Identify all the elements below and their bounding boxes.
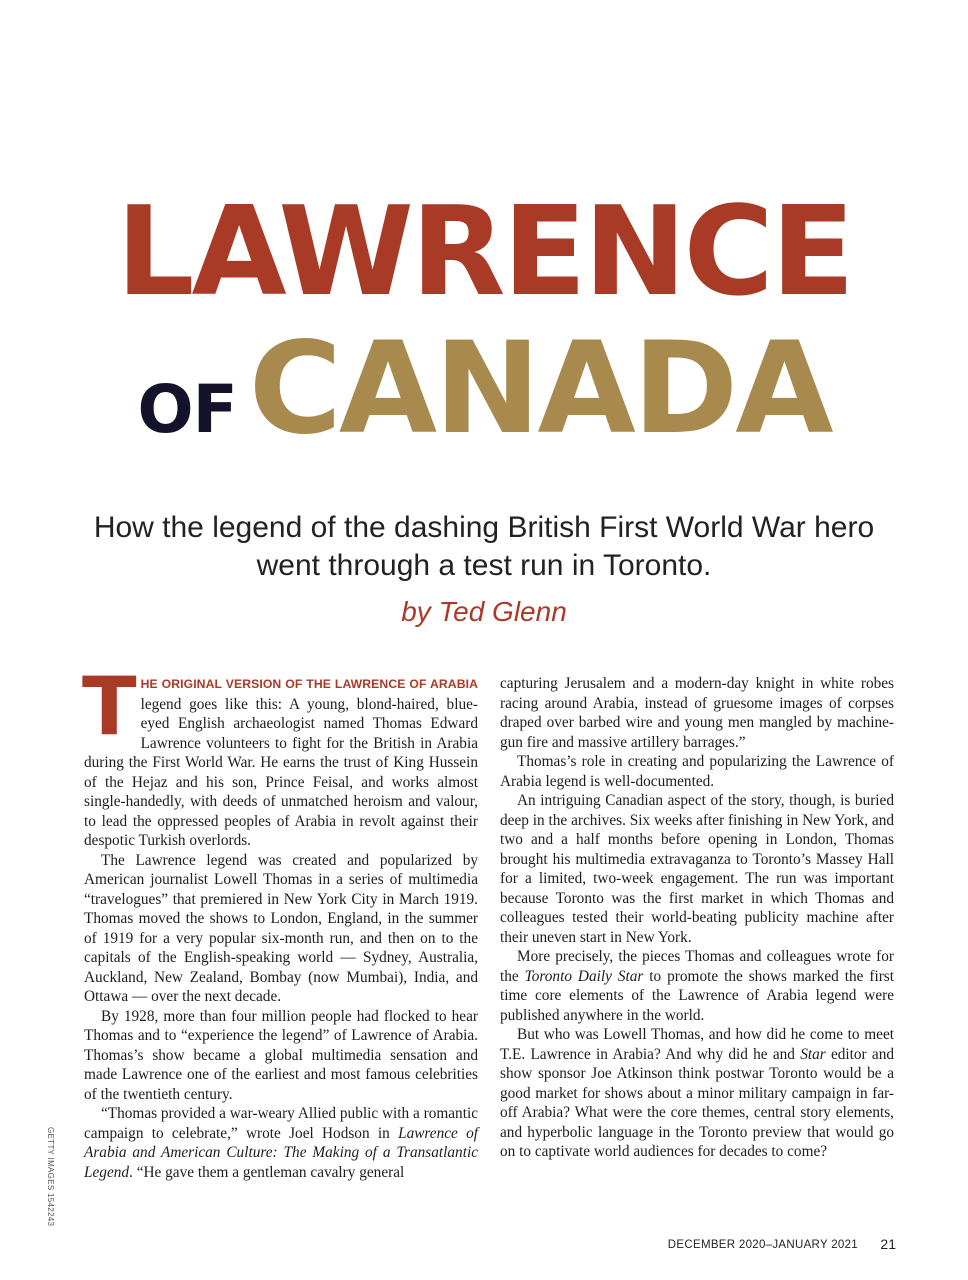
lead-in: HE ORIGINAL VERSION OF THE LAWRENCE OF ARABIA (140, 677, 478, 691)
paragraph: An intriguing Canadian aspect of the story, though, is buried deep in the archives. Six weeks after finishing in New York, and two and a half months before opening in London, Thomas brought his multimedia extravaganza to Toronto’s Massey Hall for a limited, two-week engagement. The run was important because Toronto was the first market in which Thomas and colleagues tested their world-beating publicity machine after their uneven start in New York. (500, 792, 894, 946)
paragraph: capturing Jerusalem and a modern-day knight in white robes racing around Arabia, instead of gruesome images of corpses draped over barbed wire and young men mangled by machine-gun fire and massive artillery barrages.” (500, 675, 894, 751)
paragraph-text: to promote the shows marked the first time core elements of the Lawrence of Arabia legend were published anywhere in the world. (500, 967, 895, 1024)
newspaper-title: Toronto Daily Star (524, 967, 644, 985)
paragraph: Thomas’s role in creating and popularizing the Lawrence of Arabia legend is well-documented. (500, 753, 894, 790)
title-of-canada (0, 314, 968, 497)
book-title: Lawrence of Arabia and American Culture: The Making of a Transatlantic Legend (84, 1124, 478, 1181)
paragraph-text: legend goes like this: A young, blond-haired, blue-eyed English archaeologist named Thomas Edward Lawrence volunteers to fight for the British in Arabia during the First World War. He earns the trust of King Hussein of the Hejaz and his son, Prince Feisal, and works almost single-handedly, with deeds of unmatched heroism and valour, to lead the oppressed peoples of Arabia in revolt against their despotic Turkish overlords. (84, 695, 478, 849)
issue-date: DECEMBER 2020–JANUARY 2021 (667, 1239, 858, 1251)
paragraph-text: editor and show sponsor Joe Atkinson think postwar Toronto would be a good market for shows about a minor military campaign in far-off Arabia? What were the core themes, central story elements, and hyperbolic language in the Toronto preview that would go on to captivate world audiences for decades to come? (500, 1045, 894, 1160)
paragraph: The Lawrence legend was created and popularized by American journalist Lowell Thomas in a series of multimedia “travelogues” that premiered in New York City in March 1919. Thomas moved the shows to London, England, in the summer of 1919 for a very popular six-month run, and then on to the capitals of the English-speaking world — Sydney, Australia, Auckland, New Zealand, Bombay (now Mumbai), India, and Ottawa — over the next decade. (84, 851, 478, 1005)
title-of: OF (137, 371, 237, 448)
title-lawrence: LAWRENCE (116, 181, 852, 324)
title-canada: CANADA (248, 314, 831, 462)
paragraph (500, 1025, 894, 1162)
newspaper-short-title: Star (800, 1045, 826, 1063)
page-number: 21 (880, 1236, 896, 1252)
byline: by Ted Glenn (401, 596, 567, 627)
paragraph-text: But who was Lowell Thomas, and how did he come to meet T.E. Lawrence in Arabia? And why did he and (500, 1026, 894, 1063)
article-subtitle: How the legend of the dashing British First World War hero went through a test run in Toronto. (93, 511, 875, 582)
paragraph (500, 947, 894, 1025)
paragraph (84, 1104, 478, 1182)
paragraph-text: More precisely, the pieces Thomas and colleagues wrote for the (500, 948, 894, 985)
left-column (82, 660, 478, 1182)
right-column (500, 674, 894, 1162)
photo-credit: GETTY IMAGES 1542243 (46, 1127, 55, 1227)
paragraph-intro (82, 660, 478, 851)
drop-cap: T (82, 660, 137, 753)
paragraph: By 1928, more than four million people had flocked to hear Thomas and to “experience the legend” of Lawrence of Arabia. Thomas’s show became a global multimedia sensation and made Lawrence one of the earliest and most famous celebrities of the twentieth century. (84, 1007, 478, 1103)
paragraph-text: . “He gave them a gentleman cavalry general (129, 1163, 405, 1181)
paragraph-text: “Thomas provided a war-weary Allied public with a romantic campaign to celebrate,” wrote Joel Hodson in (84, 1105, 478, 1142)
